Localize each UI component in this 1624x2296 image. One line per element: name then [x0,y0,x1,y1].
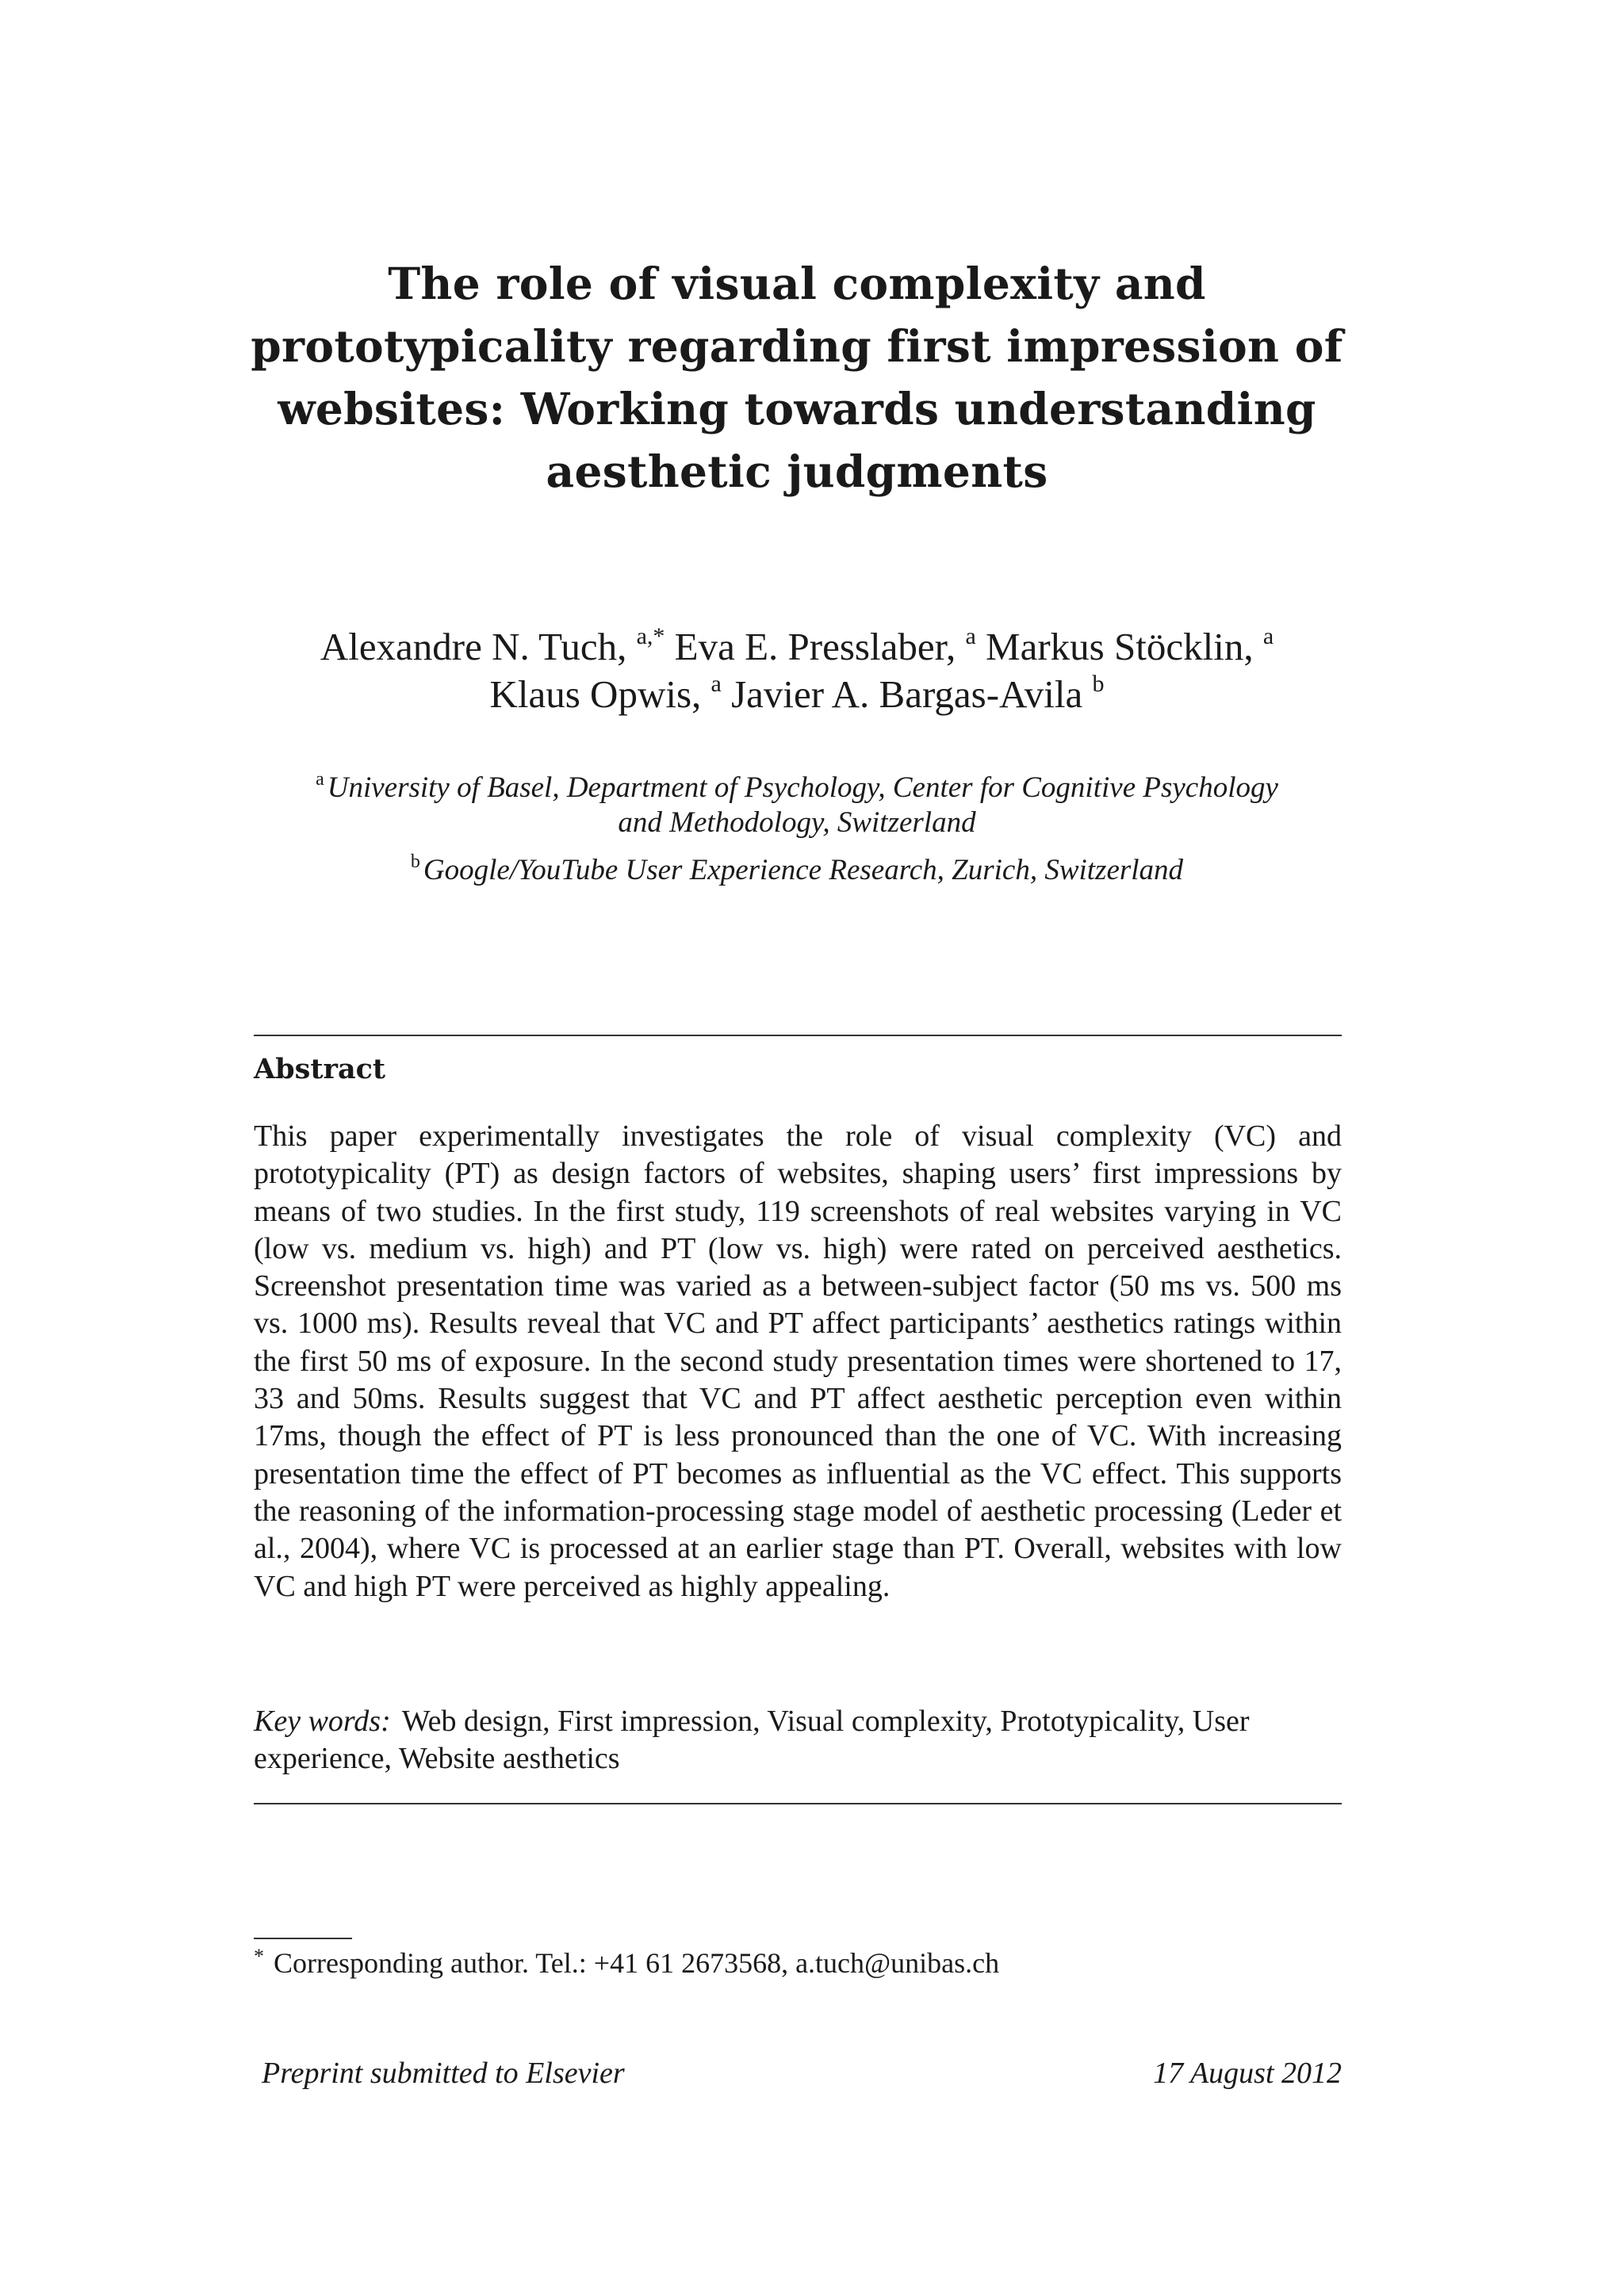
author-name: Klaus Opwis, [489,672,702,716]
keywords-text: Web design, First impression, Visual complexity, Prototypicality, User experience, Website aesthetics [254,1705,1250,1775]
author-affiliation-marker: a [710,671,722,697]
keywords-label: Key words: [254,1705,391,1738]
author-line [238,623,1356,671]
author-affiliation-marker: a [965,623,976,649]
abstract-top-rule [254,1035,1342,1036]
title-line: The role of visual complexity and [388,258,1206,309]
affiliation-marker: b [410,851,420,872]
affiliation-text: Google/YouTube User Experience Research, Zurich, Switzerland [423,854,1184,886]
footnote-rule [254,1938,352,1939]
title-line: aesthetic judgments [546,446,1048,497]
footer-preprint-note: Preprint submitted to Elsevier [262,2057,625,2090]
author-name: Markus Stöcklin, [986,625,1254,668]
author-name: Alexandre N. Tuch, [320,625,627,668]
affiliation-b [238,853,1356,888]
footer-date: 17 August 2012 [1153,2057,1342,2090]
abstract-body: This paper experimentally investigates the role of visual complexity (VC) and prototypicality (PT) as design factors of websites, shaping users’ first impressions by means of two studies. In the first study, 119 screenshots of real websites varying in VC (low vs. medium vs. high) and PT (low vs. high) were rated on perceived aesthetics. Screenshot presentation time was varied as a between-subject factor (50 ms vs. 500 ms vs. 1000 ms). Results reveal that VC and PT affect participants’ aesthetics ratings within the first 50 ms of exposure. In the second study presentation times were shortened to 17, 33 and 50ms. Results suggest that VC and PT affect aesthetic perception even within 17ms, though the effect of PT is less pronounced than the one of VC. With increasing presentation time the effect of PT becomes as influential as the VC effect. This supports the reasoning of the information-processing stage model of aesthetic processing (Leder et al., 2004), where VC is processed at an earlier stage than PT. Overall, websites with low VC and high PT were perceived as highly appealing. [254,1119,1342,1603]
affiliations [238,771,1356,888]
affiliation-marker: a [316,769,324,790]
abstract-bottom-rule [254,1803,1342,1804]
paper-title [238,252,1356,503]
affiliation-a [238,771,1356,806]
footnote-text: Corresponding author. Tel.: +41 61 2673568, a.tuch@unibas.ch [274,1947,1000,1979]
title-line: prototypicality regarding first impression of [251,320,1343,372]
author-name: Eva E. Presslaber, [674,625,956,668]
footnote-marker: * [254,1945,264,1968]
author-list [238,623,1356,718]
keywords [254,1703,1342,1777]
author-affiliation-marker: a,* [636,623,665,649]
corresponding-author-footnote [254,1946,1342,1980]
author-affiliation-marker: b [1092,671,1105,697]
author-line [238,671,1356,718]
title-line: websites: Working towards understanding [278,383,1316,434]
abstract-heading: Abstract [254,1053,386,1085]
author-name: Javier A. Bargas-Avila [731,672,1083,716]
affiliation-a-continued: and Methodology, Switzerland [618,806,976,839]
author-affiliation-marker: a [1262,623,1274,649]
affiliation-text: University of Basel, Department of Psychology, Center for Cognitive Psychology [327,771,1278,804]
